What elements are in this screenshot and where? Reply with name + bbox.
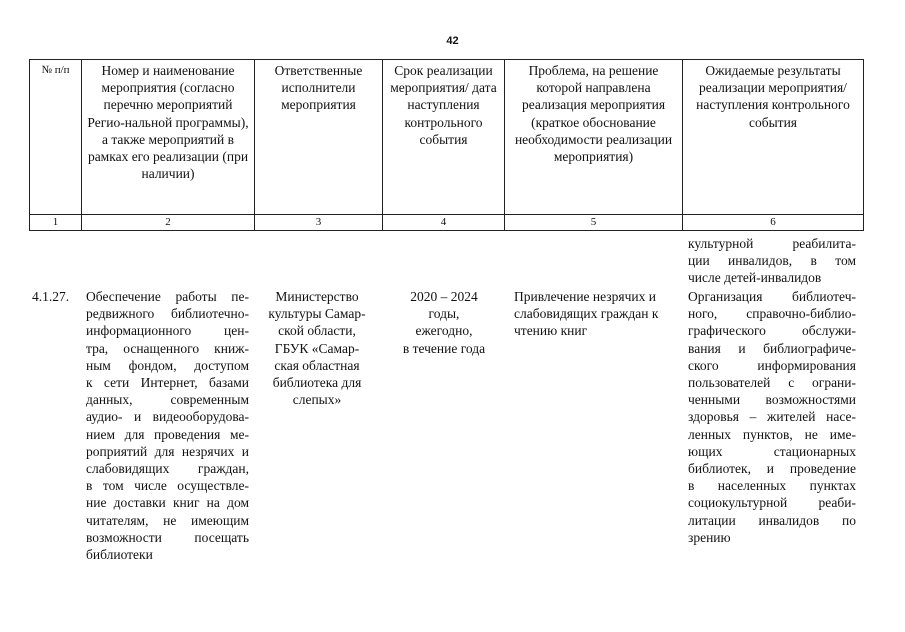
- text-line: зрению: [688, 529, 731, 545]
- text-line: библиотеки: [86, 547, 153, 563]
- text-line: ченными возможностями: [688, 392, 856, 408]
- text-line: слабовидящих граждан к: [514, 306, 659, 322]
- text-line: здоровья – жителей насе-: [688, 409, 856, 425]
- header-problem: Проблема, на решение которой направлена реализация мероприятия (краткое обоснование необходимости реализации мероприятия): [505, 60, 683, 215]
- text-line: ции инвалидов, в том: [688, 253, 856, 269]
- text-line: библиотек, и проведение: [688, 461, 856, 477]
- column-number: 6: [683, 215, 864, 231]
- text-line: чтению книг: [514, 323, 588, 339]
- column-number: 1: [30, 215, 82, 231]
- row-measure-name: [86, 288, 249, 563]
- column-number: 5: [505, 215, 683, 231]
- column-number: 3: [255, 215, 383, 231]
- text-line: годы,: [428, 306, 460, 322]
- text-line: ленных пунктов, не име-: [688, 426, 856, 442]
- text-line: слепых»: [292, 392, 342, 408]
- text-line: слабовидящих граждан,: [86, 461, 249, 477]
- column-number: 2: [82, 215, 255, 231]
- header-executors: Ответственные исполнители мероприятия: [255, 60, 383, 215]
- text-line: роприятий для незрячих и: [86, 443, 249, 459]
- text-line: графического обслужи-: [688, 323, 856, 339]
- row-problem: [514, 288, 682, 340]
- text-line: ющих стационарных: [688, 443, 856, 459]
- text-line: к сети Интернет, базами: [86, 375, 249, 391]
- header-row: [30, 60, 864, 215]
- text-line: в населенных пунктах: [688, 478, 856, 494]
- text-line: культуры Самар-: [268, 306, 366, 322]
- row-number: 4.1.27.: [32, 289, 70, 304]
- table-header: [29, 59, 864, 231]
- text-line: ского информирования: [688, 357, 856, 373]
- text-line: числе детей-инвалидов: [688, 270, 822, 286]
- row-executors: [254, 288, 380, 408]
- text-line: ным фондом, доступом: [86, 357, 249, 373]
- text-line: библиотека для: [272, 375, 362, 391]
- continuation-results: [688, 235, 856, 287]
- text-line: данных, современным: [86, 392, 249, 408]
- text-line: культурной реабилита-: [688, 236, 856, 251]
- text-line: редвижного библиотечно-: [86, 306, 249, 322]
- text-line: аудио- и видеооборудова-: [86, 409, 249, 425]
- text-line: читателям, не имеющим: [86, 512, 249, 528]
- text-line: Организация библиотеч-: [688, 289, 856, 304]
- header-number: № п/п: [30, 60, 82, 215]
- text-line: нием для проведения ме-: [86, 426, 249, 442]
- text-line: Обеспечение работы пе-: [86, 289, 249, 304]
- text-line: ежегодно,: [415, 323, 473, 339]
- text-line: ской области,: [278, 323, 356, 339]
- text-line: тра, оснащенного книж-: [86, 340, 249, 356]
- row-results: [688, 288, 856, 546]
- text-line: Министерство: [275, 289, 359, 304]
- text-line: ская областная: [274, 357, 360, 373]
- text-line: литации инвалидов по: [688, 512, 856, 528]
- text-line: в том числе осуществле-: [86, 478, 249, 494]
- text-line: ного, справочно-библио-: [688, 306, 856, 322]
- text-line: вания и библиографиче-: [688, 340, 856, 356]
- page-number: 42: [446, 35, 459, 47]
- text-line: в течение года: [402, 340, 486, 356]
- text-line: ние доставки книг на дом: [86, 495, 249, 511]
- header-results: Ожидаемые результаты реализации мероприятия/ наступления контрольного события: [683, 60, 864, 215]
- text-line: информационного цен-: [86, 323, 249, 339]
- row-term: [383, 288, 505, 357]
- text-line: пользователей с ограни-: [688, 375, 856, 391]
- text-line: возможности посещать: [86, 529, 249, 545]
- text-line: 2020 – 2024: [410, 289, 478, 304]
- text-line: ГБУК «Самар-: [274, 340, 360, 356]
- column-numbers-row: [30, 215, 864, 231]
- text-line: социокультурной реаби-: [688, 495, 856, 511]
- header-measure-name: Номер и наименование мероприятия (согласно перечню мероприятий Регио-нальной программы), а также мероприятий в рамках его реализации (при наличии): [82, 60, 255, 215]
- column-number: 4: [383, 215, 505, 231]
- header-term: Срок реализации мероприятия/ дата наступления контрольного события: [383, 60, 505, 215]
- text-line: Привлечение незрячих и: [514, 289, 656, 304]
